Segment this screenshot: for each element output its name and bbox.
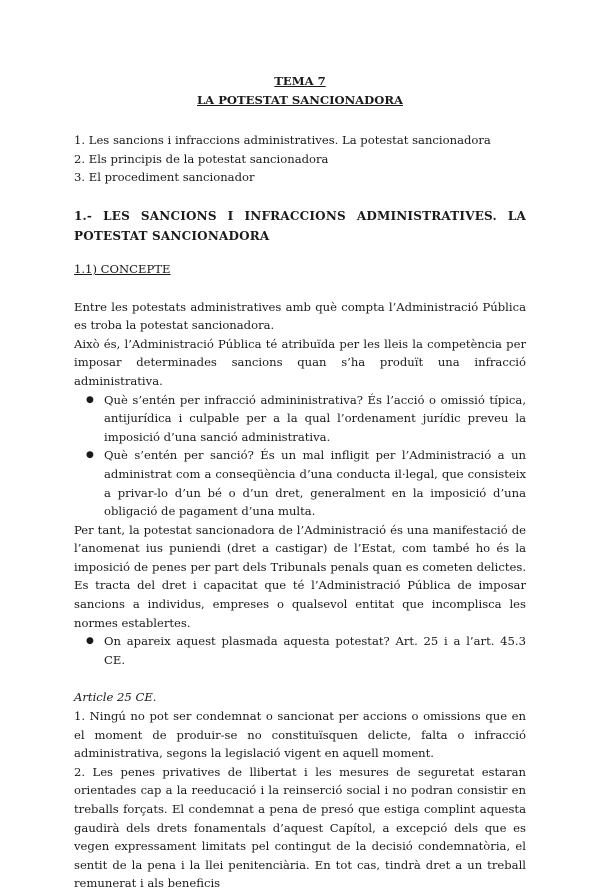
list-item: ● On apareix aquest plasmada aquesta potestat? Art. 25 i a l’art. 45.3 CE.: [104, 632, 526, 669]
table-of-contents: [74, 131, 526, 187]
list-item: ● Què s’entén per sanció? És un mal infligit per l’Administració a un administrat com a conseqüència d’una conducta il·legal, que consisteix a privar-lo d’un bé o d’un dret, generalment en la imposició d’una obligació de pagament d’una multa.: [104, 446, 526, 520]
bullet-list: [74, 632, 526, 669]
tema-number: TEMA 7: [274, 74, 326, 88]
article-point: 1. Ningú no pot ser condemnat o sancionat per accions o omissions que en el moment de produir-se no constituïsquen delicte, falta o infracció administrativa, segons la legislació vigent en aquell moment.: [74, 709, 526, 761]
article-point: 2. Les penes privatives de llibertat i les mesures de seguretat estaran orientades cap a la reeducació i la reinserció social i no podran consistir en treballs forçats. El condemnat a pena de presó que estiga complint aquesta gaudirà dels drets fonamentals d’aquest Capítol, a excepció dels que es vegen expressament limitats pel contingut de la decisió condemnatòria, el sentit de la pena i la llei penitenciària. En tot cas, tindrà dret a un treball remunerat i als beneficis: [74, 764, 526, 891]
bullet-list: [74, 391, 526, 521]
paragraph: Això és, l’Administració Pública té atribuïda per les lleis la competència per imposar determinades sancions quan s’ha produït una infracció administrativa.: [74, 336, 526, 388]
paragraph: Per tant, la potestat sancionadora de l’Administració és una manifestació de l’anomenat ius puniendi (dret a castigar) de l’Estat, com també ho és la imposició de penes per part dels Tribunals penals quan es cometen delictes. Es tracta del dret i capacitat que té l’Administració Pública de imposar sancions a individus, empreses o qualsevol entitat que incomplisca les normes establertes.: [74, 522, 526, 630]
toc-item: 2. Els principis de la potestat sancionadora: [74, 151, 329, 166]
section-heading: 1.- LES SANCIONS I INFRACCIONS ADMINISTRATIVES. LA POTESTAT SANCIONADORA: [74, 208, 526, 243]
document-body: [74, 72, 526, 893]
toc-item: 1. Les sancions i infraccions administratives. La potestat sancionadora: [74, 133, 491, 148]
list-item: ● Què s’entén per infracció admininistrativa? És l’acció o omissió típica, antijurídica i culpable per a la qual l’ordenament jurídic preveu la imposició d’una sanció administrativa.: [104, 391, 526, 447]
page-title: LA POTESTAT SANCIONADORA: [197, 92, 403, 107]
toc-item: 3. El procediment sancionador: [74, 170, 255, 185]
article-title: Article 25 CE.: [74, 690, 157, 705]
paragraph: Entre les potestats administratives amb què compta l’Administració Pública es troba la potestat sancionadora.: [74, 299, 526, 333]
subsection-heading: 1.1) CONCEPTE: [74, 261, 171, 276]
